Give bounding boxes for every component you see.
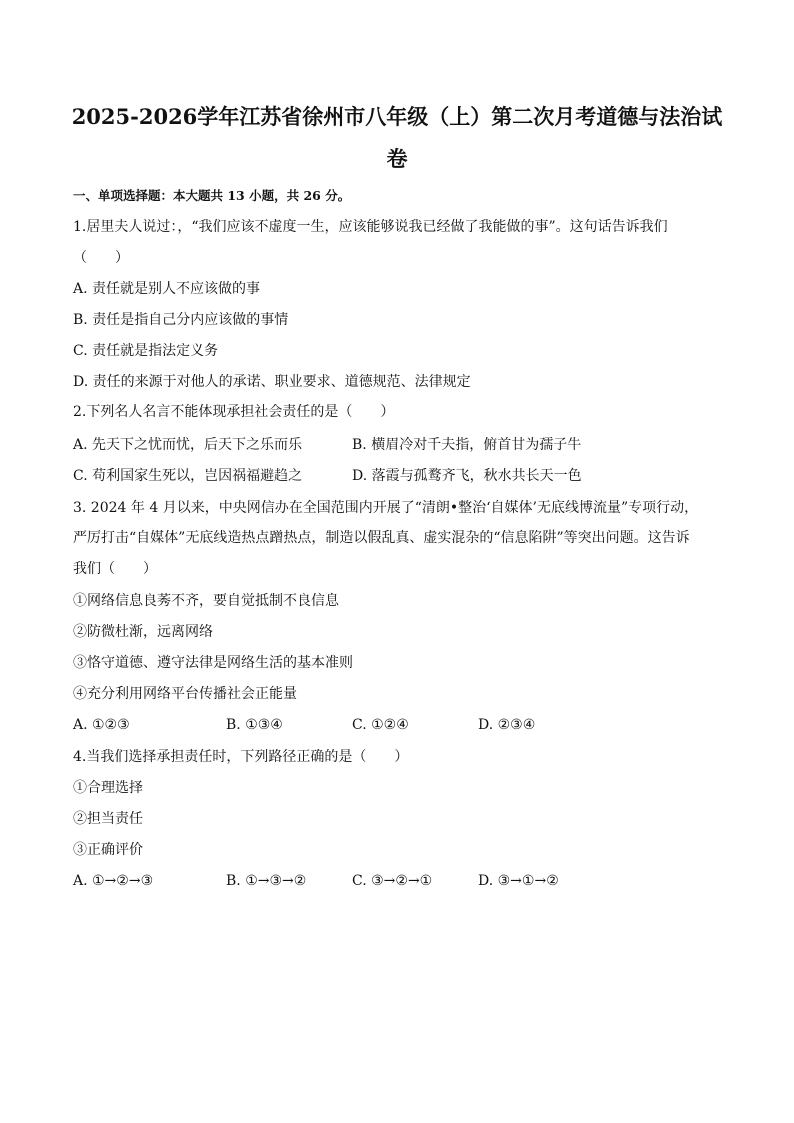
question-2-option-b: B. 横眉冷对千夫指，俯首甘为孺子牛 — [352, 437, 582, 453]
question-1-stem-blank: （ ） — [73, 250, 129, 266]
question-2-option-c: C. 苟利国家生死以，岂因祸福避趋之 — [73, 468, 303, 484]
question-3-item-4: ④充分利用网络平台传播社会正能量 — [73, 686, 297, 702]
question-4-item-1: ①合理选择 — [73, 780, 143, 796]
question-1-option-a: A. 责任就是别人不应该做的事 — [73, 281, 261, 297]
question-3-item-1: ①网络信息良莠不齐，要自觉抵制不良信息 — [73, 593, 339, 609]
question-2-option-d: D. 落霞与孤鹜齐飞，秋水共长天一色 — [352, 468, 582, 484]
question-3-stem-line3: 我们（ ） — [73, 561, 157, 577]
question-4-stem: 4.当我们选择承担责任时，下列路径正确的是（ ） — [73, 749, 409, 765]
question-2-stem: 2.下列名人名言不能体现承担社会责任的是（ ） — [73, 404, 395, 420]
question-3-item-2: ②防微杜渐，远离网络 — [73, 624, 213, 640]
question-4-item-2: ②担当责任 — [73, 811, 143, 827]
question-3-stem-line2: 严厉打击“自媒体”无底线造热点蹭热点，制造以假乱真、虚实混杂的“信息陷阱”等突出问题。这告诉 — [73, 530, 690, 546]
question-1-stem: 1.居里夫人说过：，“我们应该不虚度一生，应该能够说我已经做了我能做的事”。这句话告诉我们 — [73, 219, 668, 235]
question-3-option-b: B. ①③④ — [226, 717, 283, 733]
question-3-item-3: ③恪守道德、遵守法律是网络生活的基本准则 — [73, 655, 353, 671]
question-1-option-c: C. 责任就是指法定义务 — [73, 343, 219, 359]
question-4-item-3: ③正确评价 — [73, 842, 143, 858]
question-4-option-d: D. ③→①→② — [478, 873, 559, 889]
question-3-option-c: C. ①②④ — [352, 717, 409, 733]
question-3-option-a: A. ①②③ — [73, 717, 130, 733]
question-4-option-b: B. ①→③→② — [226, 873, 307, 889]
question-3-option-d: D. ②③④ — [478, 717, 536, 733]
exam-title-line2: 卷 — [386, 146, 408, 171]
question-3-stem-line1: 3. 2024 年 4 月以来，中央网信办在全国范围内开展了“清朗•整治‘自媒体’无底线博流量”专项行动， — [73, 500, 699, 516]
section-heading: 一、单项选择题：本大题共 13 小题，共 26 分。 — [73, 188, 351, 203]
exam-title-line1: 2025-2026学年江苏省徐州市八年级（上）第二次月考道德与法治试 — [71, 104, 723, 129]
question-4-option-a: A. ①→②→③ — [73, 873, 154, 889]
question-1-option-d: D. 责任的来源于对他人的承诺、职业要求、道德规范、法律规定 — [73, 374, 471, 390]
question-1-option-b: B. 责任是指自己分内应该做的事情 — [73, 312, 289, 328]
question-2-option-a: A. 先天下之忧而忧，后天下之乐而乐 — [73, 437, 303, 453]
question-4-option-c: C. ③→②→① — [352, 873, 433, 889]
